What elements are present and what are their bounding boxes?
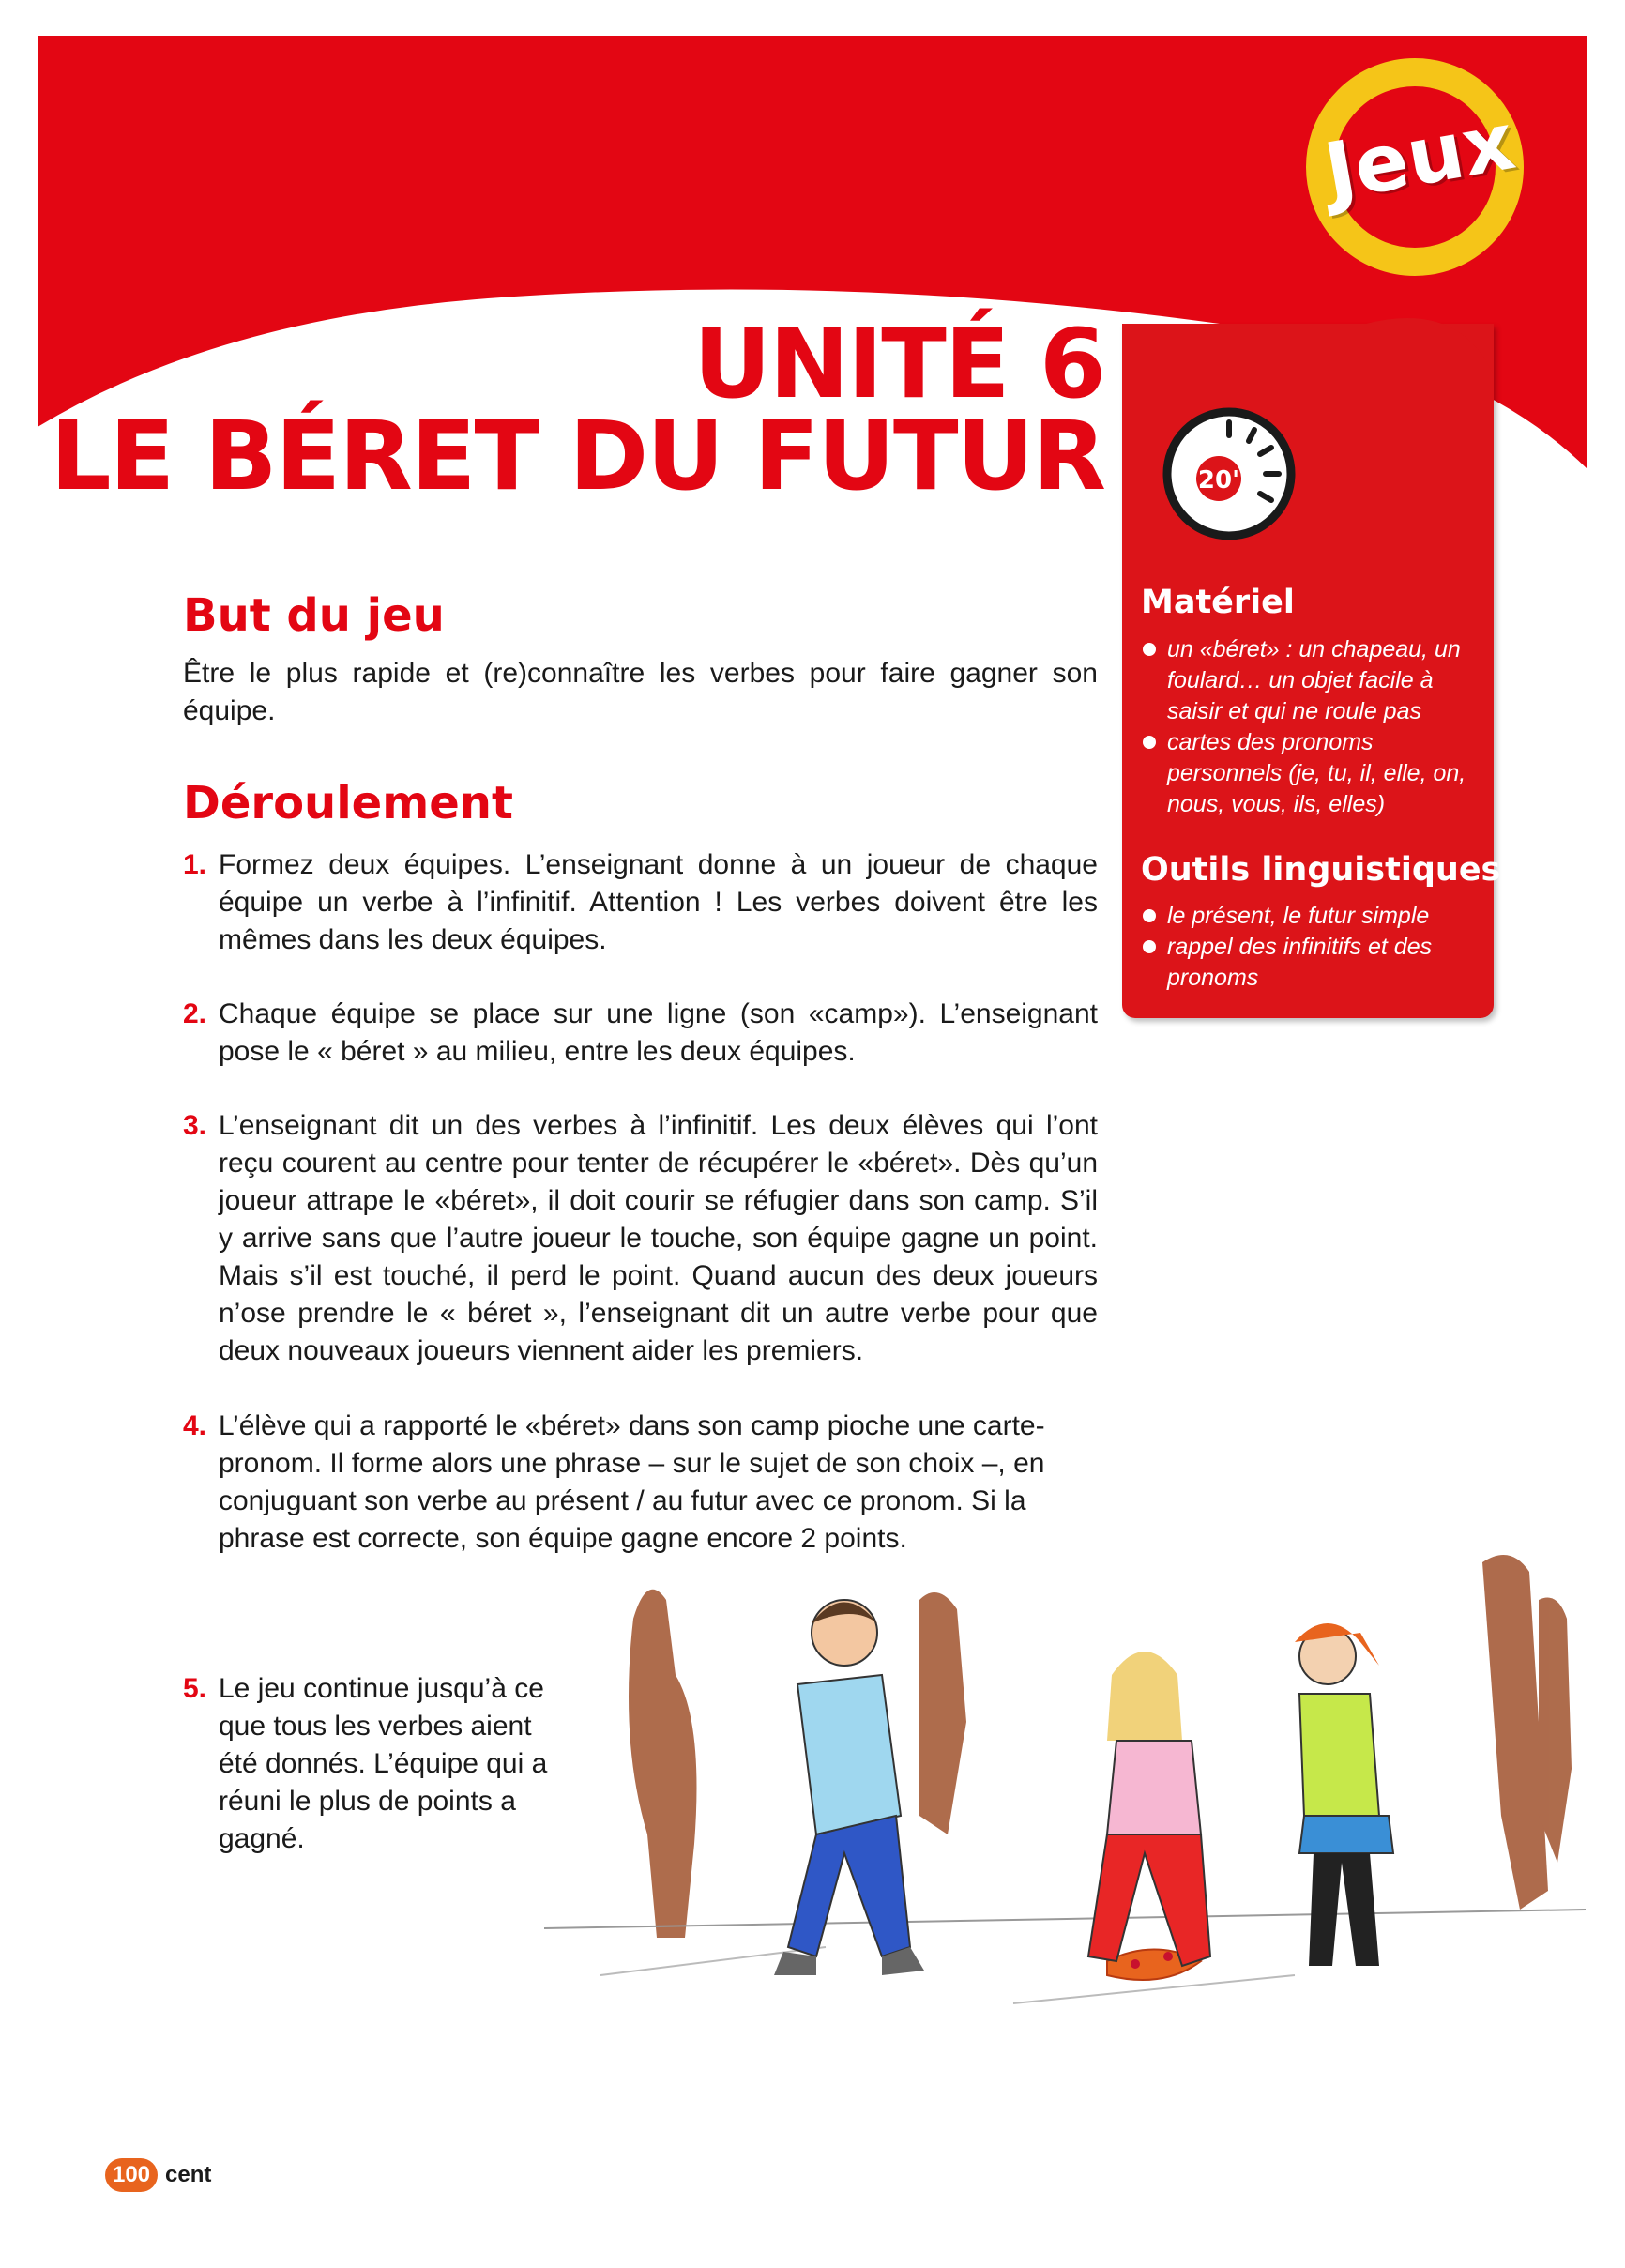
step-text: Chaque équipe se place sur une ligne (son «camp»). L’enseignant pose le « béret » au milieu, entre les deux équipes. xyxy=(219,998,1098,1067)
step-text: Le jeu continue jusqu’à ce que tous les verbes aient été donnés. L’équipe qui a réuni le plus de points a gagné. xyxy=(219,1673,548,1854)
sidebar-cap xyxy=(1122,282,1494,394)
but-text: Être le plus rapide et (re)connaître les verbes pour faire gagner son équipe. xyxy=(183,658,1098,726)
step-number: 5. xyxy=(183,1673,207,1704)
step-number: 1. xyxy=(183,849,207,880)
badge-label: Jeux xyxy=(1317,95,1522,219)
game-title: LE BÉRET DU FUTUR xyxy=(50,401,1104,512)
step-5 xyxy=(183,1670,549,1858)
page-number-badge: 100 xyxy=(105,2158,158,2192)
deroulement-heading: Déroulement xyxy=(183,777,513,830)
step-text: L’élève qui a rapporté le «béret» dans son camp pioche une carte-pronom. Il forme alors une phrase – sur le sujet de son choix –, en conjuguant son verbe au présent / au futur avec ce pronom. Si la phrase est correcte, son équipe gagne encore 2 points. xyxy=(219,1410,1045,1554)
list-item: rappel des infinitifs et des pronoms xyxy=(1141,932,1488,994)
step-1 xyxy=(183,846,1098,959)
step-number: 4. xyxy=(183,1410,207,1441)
outils-list xyxy=(1141,901,1488,994)
page-number-word: cent xyxy=(165,2162,212,2187)
materiel-list xyxy=(1141,634,1488,820)
timer-label: 20' xyxy=(1197,466,1240,495)
step-text: Formez deux équipes. L’enseignant donne à un joueur de chaque équipe un verbe à l’infinitif. Attention ! Les verbes doivent être les mêmes dans les deux équipes. xyxy=(219,849,1098,955)
children-playing-illustration xyxy=(544,1534,1586,2078)
list-item: cartes des pronoms personnels (je, tu, il, elle, on, nous, vous, ils, elles) xyxy=(1141,727,1488,820)
but-heading: But du jeu xyxy=(183,589,445,642)
jeux-badge xyxy=(1306,58,1524,276)
outils-heading: Outils linguistiques xyxy=(1141,851,1501,889)
list-item: un «béret» : un chapeau, un foulard… un objet facile à saisir et qui ne roule pas xyxy=(1141,634,1488,727)
timer-icon xyxy=(1161,405,1298,542)
step-3 xyxy=(183,1107,1098,1370)
step-2 xyxy=(183,996,1098,1071)
step-text: L’enseignant dit un des verbes à l’infinitif. Les deux élèves qui l’ont reçu courent au centre pour tenter de récupérer le «béret». Dès qu’un joueur attrape le «béret», il doit courir se réfugier dans son camp. S’il y arrive sans que l’autre joueur le touche, son équipe gagne un point. Mais s’il est touché, il perd le point. Quand aucun des deux joueurs n’ose prendre le « béret », l’enseignant dit un autre verbe pour que deux nouveaux joueurs viennent aider les premiers. xyxy=(219,1110,1098,1366)
step-number: 3. xyxy=(183,1110,207,1141)
list-item: le présent, le futur simple xyxy=(1141,901,1488,932)
unit-title: UNITÉ 6 xyxy=(693,309,1104,420)
materiel-heading: Matériel xyxy=(1141,584,1295,621)
step-number: 2. xyxy=(183,998,207,1029)
